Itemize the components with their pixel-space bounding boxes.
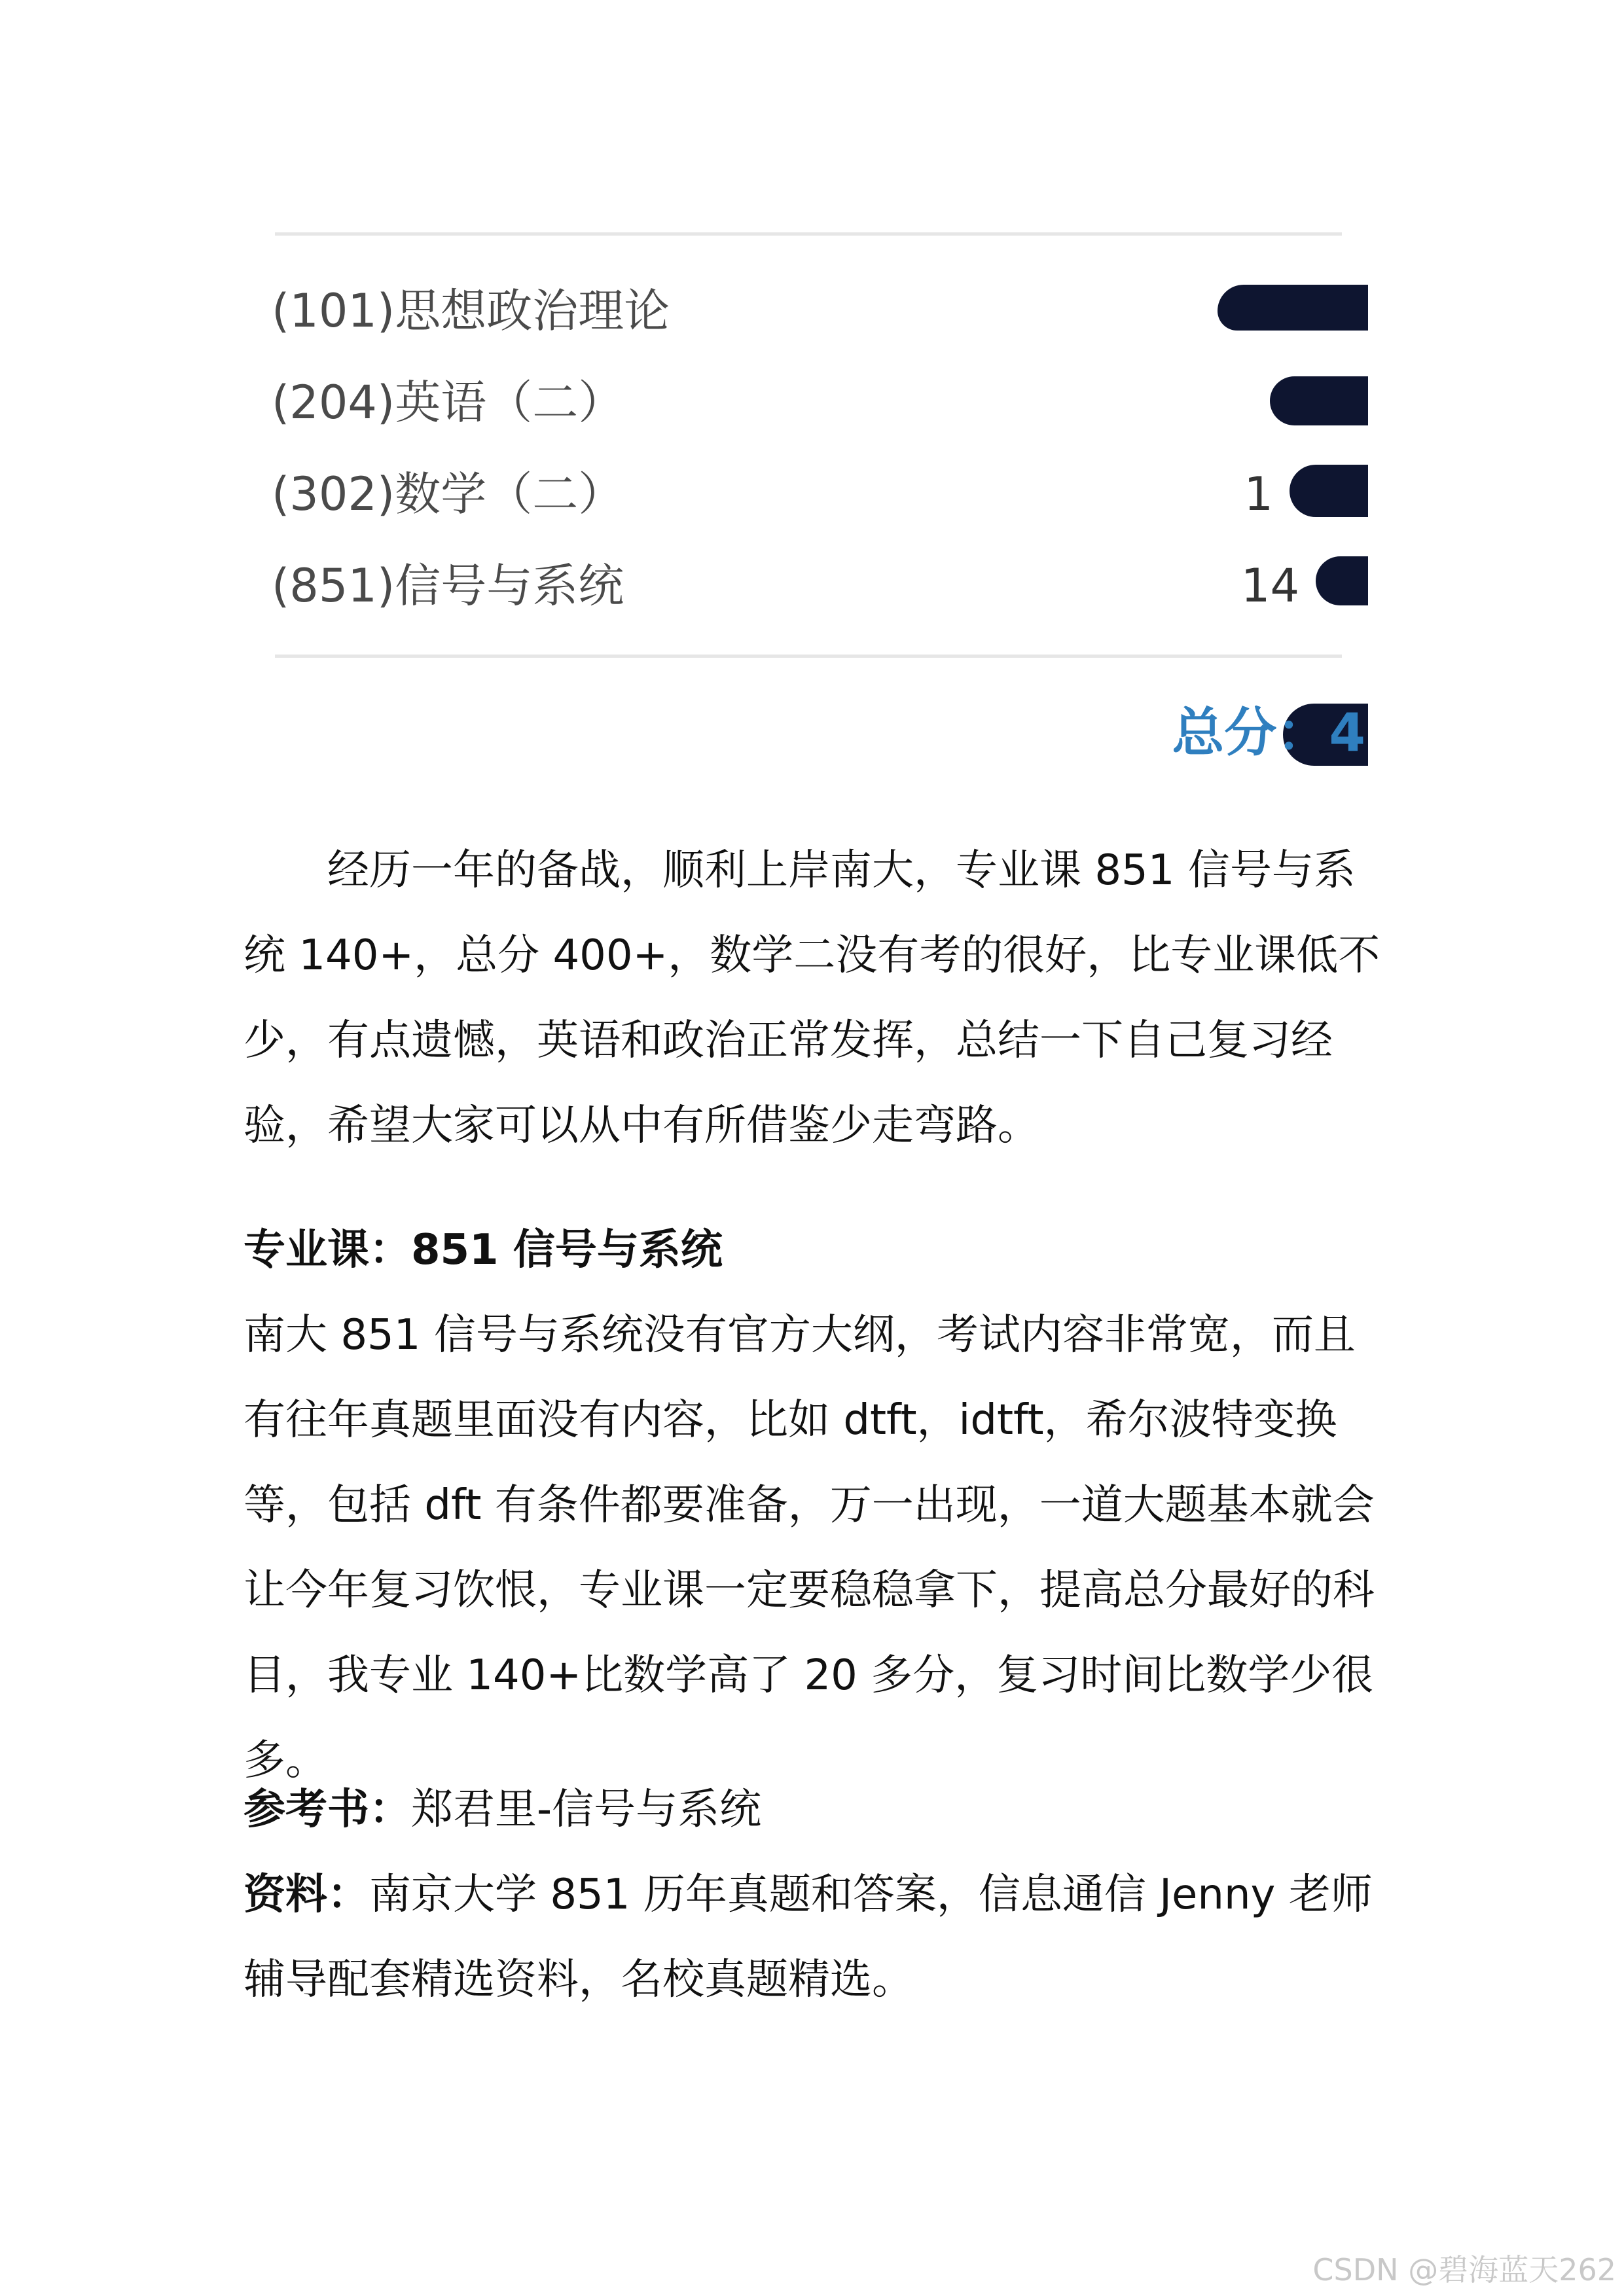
- subject-name: (851)信号与系统: [272, 559, 624, 613]
- score-row: [272, 367, 1371, 439]
- reference-book-label: 参考书：: [244, 1785, 411, 1834]
- score-bottom-divider: [275, 655, 1342, 658]
- score-row: [272, 550, 1371, 622]
- score-row: [272, 458, 1371, 530]
- course-paragraph: 南大 851 信号与系统没有官方大纲，考试内容非常宽，而且有往年真题里面没有内容，比如 dtft，idtft，希尔波特变换等，包括 dft 有条件都要准备，万一出现，一道大题基本就会让今年复习饮恨，专业课一定要稳稳拿下，提高总分最好的科目，我专业 140+比数学高了 20 多分，复习时间比数学少很多。: [244, 1311, 1375, 1785]
- subject-score: 1: [1244, 467, 1273, 521]
- materials-label: 资料：: [244, 1871, 369, 1919]
- total-label: 总分：: [1172, 702, 1329, 763]
- subject-name: (302)数学（二）: [272, 467, 624, 521]
- materials-value: 南京大学 851 历年真题和答案，信息通信 Jenny 老师辅导配套精选资料，名校真题精选。: [244, 1871, 1373, 2004]
- csdn-watermark: CSDN @碧海蓝天262: [1312, 2252, 1616, 2287]
- redaction-mark: [1270, 376, 1368, 425]
- total-value: 4: [1329, 702, 1365, 763]
- redaction-mark: [1316, 556, 1368, 605]
- redaction-mark: [1290, 465, 1368, 517]
- subject-score: 14: [1240, 559, 1299, 613]
- materials: [244, 1852, 1382, 2022]
- reference-book-value: 郑君里-信号与系统: [411, 1785, 762, 1834]
- total-score: [1172, 694, 1365, 772]
- subject-name: (204)英语（二）: [272, 376, 624, 429]
- reference-book: [244, 1767, 1382, 1852]
- course-heading: 专业课：851 信号与系统: [244, 1226, 723, 1274]
- redaction-mark: [1218, 285, 1368, 331]
- score-top-divider: [275, 232, 1342, 236]
- score-row: [272, 275, 1371, 347]
- subject-name: (101)思想政治理论: [272, 284, 670, 338]
- intro-paragraph: 经历一年的备战，顺利上岸南大，专业课 851 信号与系统 140+，总分 400+，数学二没有考的很好，比专业课低不少，有点遗憾，英语和政治正常发挥，总结一下自己复习经验，希望大家可以从中有所借鉴少走弯路。: [244, 846, 1380, 1150]
